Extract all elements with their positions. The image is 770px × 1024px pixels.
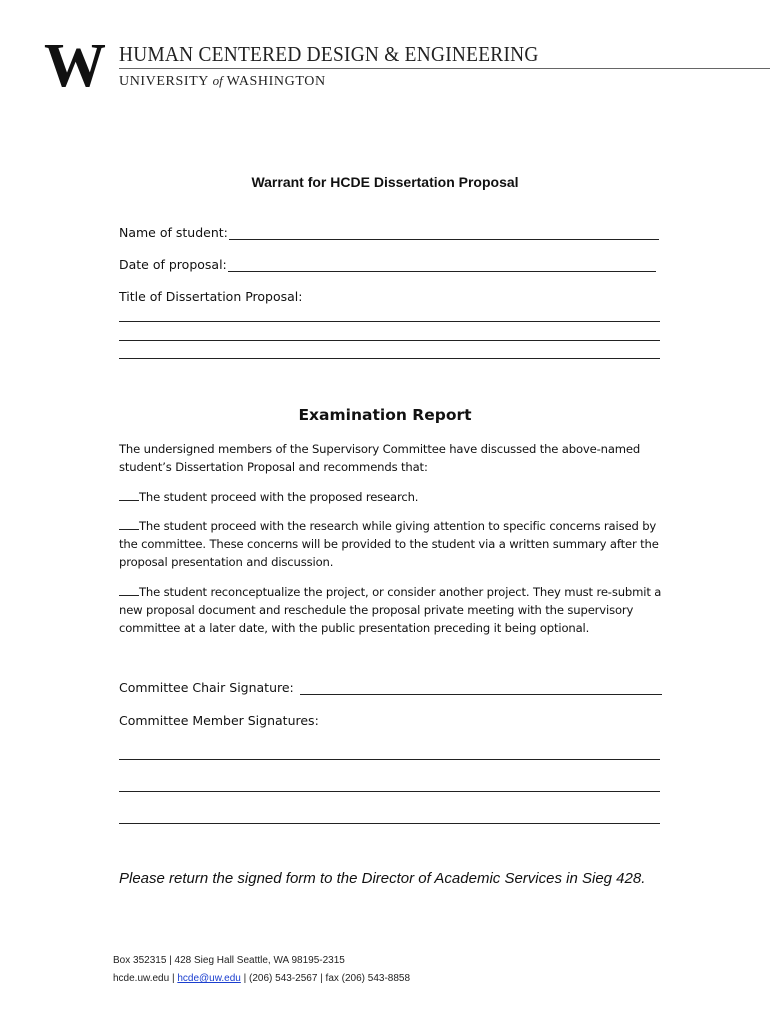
option-reconceptualize <box>119 583 664 637</box>
proposal-title-line-3[interactable] <box>119 358 660 359</box>
student-name-line[interactable] <box>229 227 659 240</box>
examination-report-title: Examination Report <box>298 406 472 424</box>
chair-signature-field[interactable] <box>119 680 662 695</box>
footer-contact <box>113 973 410 984</box>
proposal-title-field <box>119 289 302 304</box>
option-proceed-with-concerns <box>119 517 664 571</box>
option-proceed <box>119 488 664 506</box>
university-name <box>119 73 326 90</box>
option-concerns-checkbox[interactable] <box>119 518 139 530</box>
member-signature-line-1[interactable] <box>119 759 660 760</box>
proposal-date-label: Date of proposal: <box>119 257 227 272</box>
proposal-date-line[interactable] <box>228 259 656 272</box>
department-name: HUMAN CENTERED DESIGN & ENGINEERING <box>119 42 539 66</box>
uw-w-logo <box>44 38 106 90</box>
student-name-label: Name of student: <box>119 225 228 240</box>
option-reconceptualize-text: The student reconceptualize the project, or consider another project. They must re-submit a new proposal document and reschedule the proposal private meeting with the supervisory committee at a later date, with the public presentation preceding it being optional. <box>119 585 662 635</box>
report-intro: The undersigned members of the Supervisory Committee have discussed the above-named student’s Dissertation Proposal and recommends that: <box>119 442 641 474</box>
footer-website[interactable]: hcde.uw.edu <box>113 973 170 984</box>
chair-signature-label: Committee Chair Signature: <box>119 680 294 695</box>
university-of: of <box>212 73 223 88</box>
footer-address: Box 352315 | 428 Sieg Hall Seattle, WA 98195-2315 <box>113 955 345 966</box>
member-signature-line-2[interactable] <box>119 791 660 792</box>
proposal-title-label: Title of Dissertation Proposal: <box>119 289 303 304</box>
member-signatures-field <box>119 713 319 728</box>
footer-separator: | <box>169 973 178 984</box>
university-suffix: WASHINGTON <box>226 74 326 89</box>
header-divider <box>119 68 770 69</box>
option-proceed-checkbox[interactable] <box>119 489 139 501</box>
return-instructions: Please return the signed form to the Director of Academic Services in Sieg 428. <box>119 870 646 887</box>
proposal-title-line-2[interactable] <box>119 340 660 341</box>
chair-signature-line[interactable] <box>300 682 662 695</box>
footer-phones: | (206) 543-2567 | fax (206) 543-8858 <box>240 973 411 984</box>
university-prefix: UNIVERSITY <box>119 74 209 89</box>
option-reconceptualize-checkbox[interactable] <box>119 584 139 596</box>
proposal-title-line-1[interactable] <box>119 321 660 322</box>
student-name-field[interactable] <box>119 225 659 240</box>
option-proceed-text: The student proceed with the proposed research. <box>139 490 419 504</box>
svg-text:W: W <box>44 38 106 90</box>
form-title: Warrant for HCDE Dissertation Proposal <box>251 174 519 190</box>
footer-email-link[interactable]: hcde@uw.edu <box>177 973 241 984</box>
proposal-date-field[interactable] <box>119 257 656 272</box>
member-signatures-label: Committee Member Signatures: <box>119 713 319 728</box>
member-signature-line-3[interactable] <box>119 823 660 824</box>
option-concerns-text: The student proceed with the research while giving attention to specific concerns raised by the committee. These concerns will be provided to the student via a written summary after the proposal presentation and discussion. <box>119 519 659 569</box>
